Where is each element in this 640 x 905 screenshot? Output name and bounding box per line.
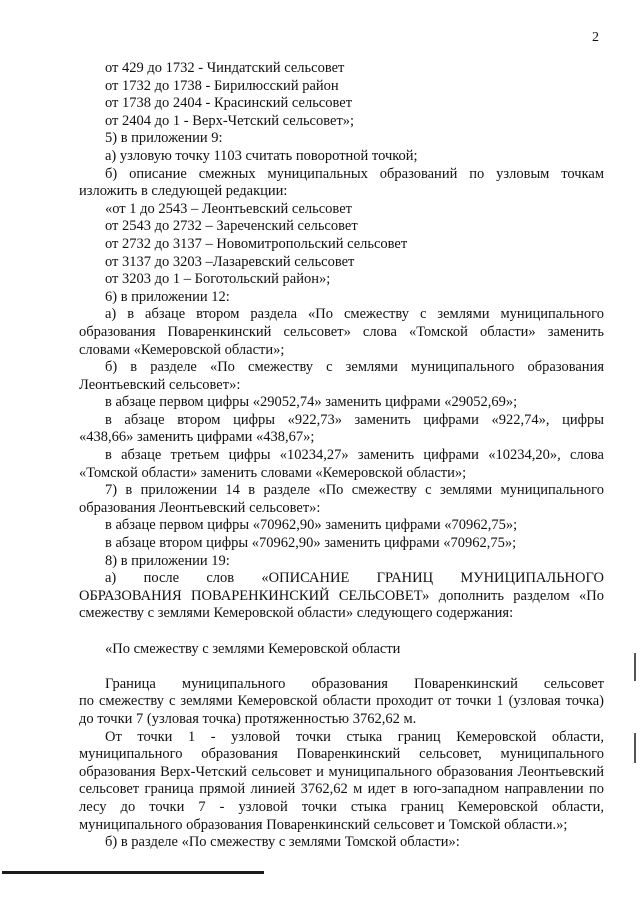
text-line: образования Поваренкинский сельсовет» слова «Томской области» заменить [79, 323, 604, 340]
text-line: по смежеству с землями Кемеровской области проходит от точки 1 (узловая точка) [79, 693, 604, 710]
text-line: от 1732 до 1738 - Бирилюсский район [105, 77, 339, 94]
text-line: «438,66» заменить цифрами «438,67»; [79, 429, 315, 446]
text-line: смежеству с землями Кемеровской области» следующего содержания: [79, 605, 514, 622]
text-line: «По смежеству с землями Кемеровской области [105, 640, 401, 657]
text-line: 5) в приложении 9: [105, 130, 223, 147]
text-line: муниципального образования Поваренкинский сельсовет, муниципального [79, 746, 604, 763]
text-line: образования Леонтьевский сельсовет»: [79, 499, 321, 516]
text-line: в абзаце первом цифры «70962,90» заменить цифрами «70962,75»; [105, 517, 518, 534]
page-number: 2 [592, 30, 599, 45]
text-line: а) узловую точку 1103 считать поворотной точкой; [105, 147, 418, 164]
text-line: б) в разделе «По смежеству с землями муниципального образования [105, 359, 604, 376]
text-line: 8) в приложении 19: [105, 552, 230, 569]
text-line: изложить в следующей редакции: [79, 183, 288, 200]
blank-line [79, 623, 604, 641]
text-line: 6) в приложении 12: [105, 288, 230, 305]
text-line: от 429 до 1732 - Чиндатский сельсовет [105, 60, 345, 76]
text-line: лесу до точки 7 - узловой точки стыка границ Кемеровской области, [79, 798, 604, 815]
text-line: от 1738 до 2404 - Красинский сельсовет [105, 95, 353, 112]
text-line: в абзаце втором цифры «922,73» заменить цифрами «922,74», цифры [105, 411, 604, 428]
text-line: а) в абзаце втором раздела «По смежеству с землями муниципального [105, 306, 604, 323]
text-line: От точки 1 - узловой точки стыка границ Кемеровской области, [105, 728, 604, 745]
text-line: от 2404 до 1 - Верх-Четский сельсовет»; [105, 112, 355, 129]
text-line: ОБРАЗОВАНИЯ ПОВАРЕНКИНСКИЙ СЕЛЬСОВЕТ» дополнить разделом «По [79, 587, 604, 604]
document-body [79, 60, 604, 852]
text-line: а) после слов «ОПИСАНИЕ ГРАНИЦ МУНИЦИПАЛЬНОГО [105, 570, 604, 587]
text-line: «от 1 до 2543 – Леонтьевский сельсовет [105, 200, 352, 217]
text-line: 7) в приложении 14 в разделе «По смежеству с землями муниципального [105, 482, 604, 499]
blank-line [79, 658, 604, 676]
text-line: в абзаце первом цифры «29052,74» заменить цифрами «29052,69»; [105, 394, 518, 411]
scan-edge-mark [634, 653, 636, 681]
text-line: Леонтьевский сельсовет»: [79, 376, 241, 393]
text-line: б) в разделе «По смежеству с землями Томской области»: [105, 834, 460, 851]
footer-rule [2, 871, 264, 874]
text-line: от 3203 до 1 – Боготольский район»; [105, 271, 331, 288]
text-line: словами «Кемеровской области»; [79, 341, 285, 358]
text-line: от 3137 до 3203 –Лазаревский сельсовет [105, 253, 355, 270]
text-line: до точки 7 (узловая точка) протяженностью 3762,62 м. [79, 710, 417, 727]
text-line: в абзаце третьем цифры «10234,27» заменить цифрами «10234,20», слова [105, 447, 604, 464]
text-line: от 2732 до 3137 – Новомитропольский сельсовет [105, 235, 408, 252]
text-line: Граница муниципального образования Поваренкинский сельсовет [105, 675, 604, 692]
text-line: «Томской области» заменить словами «Кемеровской области»; [79, 464, 467, 481]
scan-edge-mark [634, 733, 636, 763]
text-line: образования Верх-Четский сельсовет и муниципального образования Леонтьевский [79, 763, 604, 780]
text-line: в абзаце втором цифры «70962,90» заменить цифрами «70962,75»; [105, 535, 517, 552]
text-line: сельсовет граница прямой линией 3762,62 м идет в юго-западном направлении по [79, 781, 604, 798]
text-line: б) описание смежных муниципальных образований по узловым точкам [105, 165, 604, 182]
text-line: муниципального образования Поваренкинский сельсовет и Томской области.»; [79, 816, 568, 833]
text-line: от 2543 до 2732 – Зареченский сельсовет [105, 218, 358, 235]
